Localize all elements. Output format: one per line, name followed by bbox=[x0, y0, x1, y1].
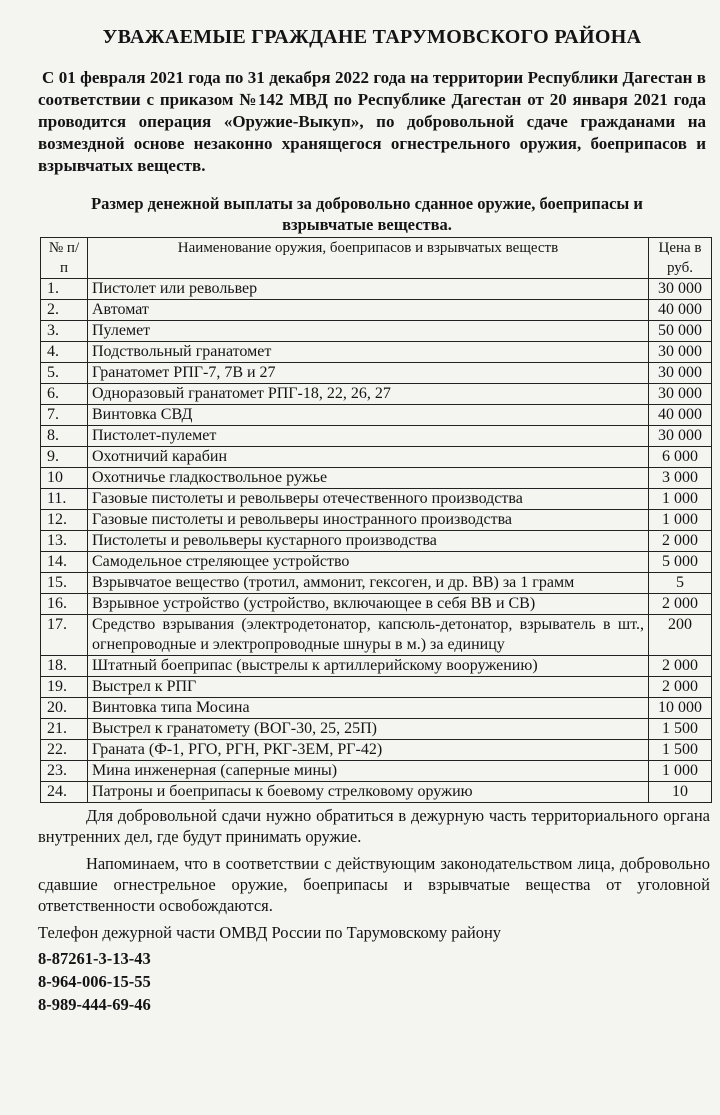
table-row bbox=[41, 719, 712, 740]
row-num: 18. bbox=[41, 656, 88, 677]
row-name: Подствольный гранатомет bbox=[88, 342, 649, 363]
table-body bbox=[41, 279, 712, 803]
row-num: 2. bbox=[41, 300, 88, 321]
row-price: 30 000 bbox=[649, 426, 712, 447]
row-name: Газовые пистолеты и револьверы иностранного производства bbox=[88, 510, 649, 531]
row-price: 5 000 bbox=[649, 552, 712, 573]
row-num: 16. bbox=[41, 594, 88, 615]
row-name: Одноразовый гранатомет РПГ-18, 22, 26, 27 bbox=[88, 384, 649, 405]
table-row bbox=[41, 594, 712, 615]
intro-paragraph: С 01 февраля 2021 года по 31 декабря 2022 года на территории Республики Дагестан в соответствии с приказом №142 МВД по Республике Дагестан от 20 января 2021 года проводится операция «Оружие-Выкуп», по добровольной сдаче гражданами на возмездной основе незаконно хранящегося огнестрельного оружия, боеприпасов и взрывчатых веществ. bbox=[38, 68, 706, 175]
row-name: Охотничий карабин bbox=[88, 447, 649, 468]
row-name: Автомат bbox=[88, 300, 649, 321]
row-num: 17. bbox=[41, 615, 88, 656]
table-row bbox=[41, 615, 712, 656]
row-name: Гранатомет РПГ-7, 7В и 27 bbox=[88, 363, 649, 384]
row-num: 22. bbox=[41, 740, 88, 761]
row-num: 12. bbox=[41, 510, 88, 531]
row-name: Пистолет или револьвер bbox=[88, 279, 649, 300]
table-row bbox=[41, 363, 712, 384]
table-row bbox=[41, 573, 712, 594]
row-name: Граната (Ф-1, РГО, РГН, РКГ-3ЕМ, РГ-42) bbox=[88, 740, 649, 761]
row-name: Газовые пистолеты и револьверы отечественного производства bbox=[88, 489, 649, 510]
row-price: 50 000 bbox=[649, 321, 712, 342]
row-price: 2 000 bbox=[649, 594, 712, 615]
row-name: Штатный боеприпас (выстрелы к артиллерийскому вооружению) bbox=[88, 656, 649, 677]
table-row bbox=[41, 698, 712, 719]
row-name: Винтовка СВД bbox=[88, 405, 649, 426]
row-price: 1 000 bbox=[649, 510, 712, 531]
footer-paragraph-1: Для добровольной сдачи нужно обратиться в дежурную часть территориального органа внутренних дел, где будут принимать оружие. bbox=[38, 806, 710, 846]
row-name: Выстрел к РПГ bbox=[88, 677, 649, 698]
price-table bbox=[40, 237, 712, 803]
row-name: Пистолеты и револьверы кустарного производства bbox=[88, 531, 649, 552]
row-name: Самодельное стреляющее устройство bbox=[88, 552, 649, 573]
table-row bbox=[41, 384, 712, 405]
row-price: 30 000 bbox=[649, 363, 712, 384]
row-name: Охотничье гладкоствольное ружье bbox=[88, 468, 649, 489]
table-row bbox=[41, 531, 712, 552]
table-row bbox=[41, 552, 712, 573]
phone-label: Телефон дежурной части ОМВД России по Тарумовскому району bbox=[38, 923, 502, 942]
table-row bbox=[41, 510, 712, 531]
row-num: 15. bbox=[41, 573, 88, 594]
row-name: Взрывное устройство (устройство, включающее в себя ВВ и СВ) bbox=[88, 594, 649, 615]
table-row bbox=[41, 677, 712, 698]
table-row bbox=[41, 782, 712, 803]
row-num: 5. bbox=[41, 363, 88, 384]
row-price: 2 000 bbox=[649, 531, 712, 552]
row-name: Выстрел к гранатомету (ВОГ-30, 25, 25П) bbox=[88, 719, 649, 740]
page-title: УВАЖАЕМЫЕ ГРАЖДАНЕ ТАРУМОВСКОГО РАЙОНА bbox=[102, 26, 642, 48]
row-num: 1. bbox=[41, 279, 88, 300]
table-row bbox=[41, 740, 712, 761]
table-row bbox=[41, 426, 712, 447]
row-num: 11. bbox=[41, 489, 88, 510]
row-num: 3. bbox=[41, 321, 88, 342]
row-price: 6 000 bbox=[649, 447, 712, 468]
row-num: 9. bbox=[41, 447, 88, 468]
row-name: Взрывчатое вещество (тротил, аммонит, гексоген, и др. ВВ) за 1 грамм bbox=[88, 573, 649, 594]
table-row bbox=[41, 489, 712, 510]
footer-paragraph-2: Напоминаем, что в соответствии с действующим законодательством лица, добровольно сдавшие огнестрельное оружие, боеприпасы и взрывчатые вещества от уголовной ответственности освобождаются. bbox=[38, 854, 710, 915]
row-num: 19. bbox=[41, 677, 88, 698]
phone-list bbox=[38, 947, 710, 1016]
row-name: Средство взрывания (электродетонатор, капсюль-детонатор, взрыватель в шт., огнепроводные и электропроводные шнуры в м.) за единицу bbox=[88, 615, 649, 656]
table-row bbox=[41, 761, 712, 782]
table-title: Размер денежной выплаты за добровольно сданное оружие, боеприпасы и взрывчатые вещества. bbox=[91, 194, 643, 234]
row-name: Винтовка типа Мосина bbox=[88, 698, 649, 719]
row-name: Мина инженерная (саперные мины) bbox=[88, 761, 649, 782]
phone-number[interactable]: 8-989-444-69-46 bbox=[38, 995, 151, 1014]
row-price: 1 000 bbox=[649, 761, 712, 782]
row-name: Пистолет-пулемет bbox=[88, 426, 649, 447]
table-row bbox=[41, 656, 712, 677]
row-num: 14. bbox=[41, 552, 88, 573]
row-price: 10 bbox=[649, 782, 712, 803]
row-num: 20. bbox=[41, 698, 88, 719]
table-row bbox=[41, 342, 712, 363]
row-price: 2 000 bbox=[649, 677, 712, 698]
header-num: № п/п bbox=[41, 238, 88, 279]
footer bbox=[38, 805, 710, 1016]
row-price: 3 000 bbox=[649, 468, 712, 489]
row-num: 4. bbox=[41, 342, 88, 363]
row-price: 30 000 bbox=[649, 384, 712, 405]
row-num: 24. bbox=[41, 782, 88, 803]
row-num: 23. bbox=[41, 761, 88, 782]
phone-number[interactable]: 8-964-006-15-55 bbox=[38, 972, 151, 991]
row-price: 10 000 bbox=[649, 698, 712, 719]
row-price: 30 000 bbox=[649, 342, 712, 363]
row-price: 200 bbox=[649, 615, 712, 656]
row-price: 2 000 bbox=[649, 656, 712, 677]
table-row bbox=[41, 279, 712, 300]
table-row bbox=[41, 468, 712, 489]
table-header-row bbox=[41, 238, 712, 279]
row-price: 1 500 bbox=[649, 740, 712, 761]
phone-number[interactable]: 8-87261-3-13-43 bbox=[38, 949, 151, 968]
row-num: 7. bbox=[41, 405, 88, 426]
row-price: 40 000 bbox=[649, 405, 712, 426]
row-num: 6. bbox=[41, 384, 88, 405]
table-row bbox=[41, 321, 712, 342]
row-num: 10 bbox=[41, 468, 88, 489]
row-price: 40 000 bbox=[649, 300, 712, 321]
row-price: 1 500 bbox=[649, 719, 712, 740]
header-price: Цена в руб. bbox=[649, 238, 712, 279]
row-price: 5 bbox=[649, 573, 712, 594]
row-num: 21. bbox=[41, 719, 88, 740]
row-name: Пулемет bbox=[88, 321, 649, 342]
table-row bbox=[41, 447, 712, 468]
row-num: 8. bbox=[41, 426, 88, 447]
row-name: Патроны и боеприпасы к боевому стрелковому оружию bbox=[88, 782, 649, 803]
row-price: 30 000 bbox=[649, 279, 712, 300]
row-price: 1 000 bbox=[649, 489, 712, 510]
row-num: 13. bbox=[41, 531, 88, 552]
header-name: Наименование оружия, боеприпасов и взрывчатых веществ bbox=[88, 238, 649, 279]
table-row bbox=[41, 405, 712, 426]
table-row bbox=[41, 300, 712, 321]
